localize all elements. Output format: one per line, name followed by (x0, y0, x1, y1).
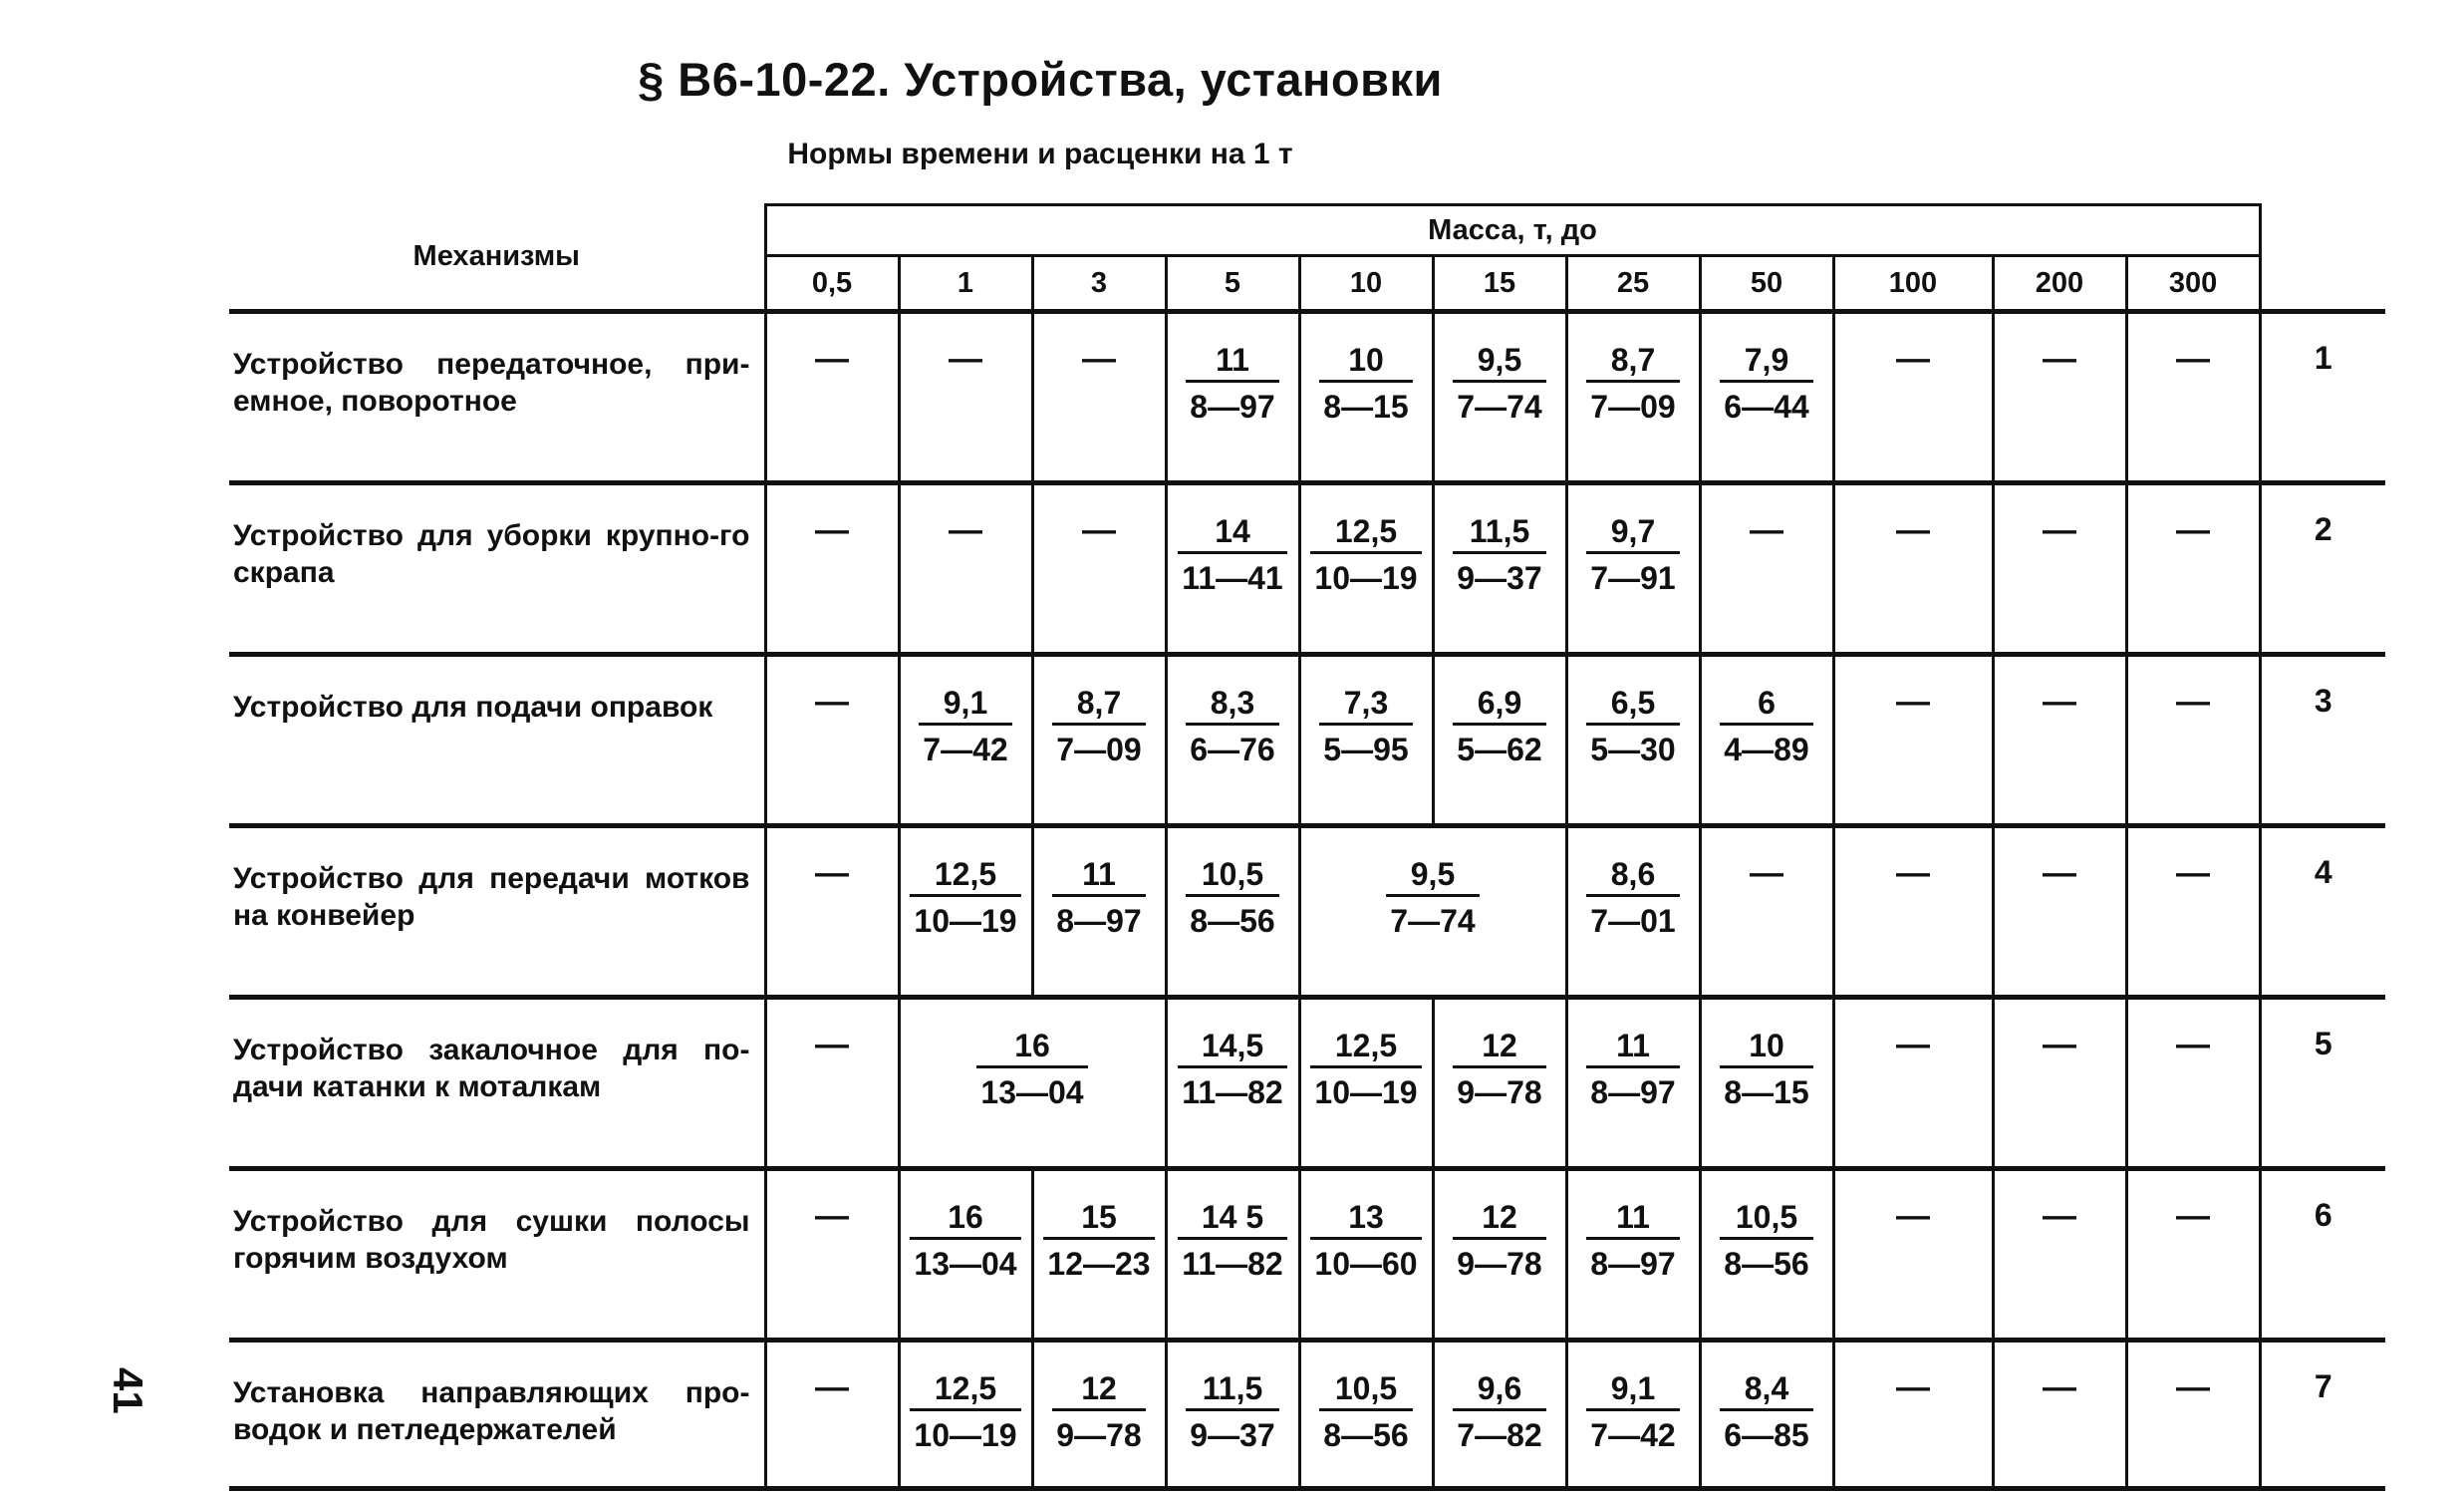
norm-cell (899, 483, 1032, 655)
norm-fraction (1453, 1028, 1545, 1110)
time-norm: 10 (1720, 1028, 1812, 1068)
no-value-dash: — (2043, 1368, 2076, 1406)
rate-value: 13—04 (914, 1246, 1017, 1282)
norm-fraction (1720, 1370, 1812, 1453)
norm-fraction (1186, 342, 1278, 425)
rate-value: 8—56 (1724, 1246, 1809, 1282)
no-value-dash: — (815, 340, 849, 378)
rate-value: 5—62 (1457, 732, 1542, 767)
mechanism-name: Устройство передаточное, при-емное, поворотное (229, 312, 765, 483)
rate-value: 10—19 (1314, 1074, 1418, 1110)
page-number: 41 (105, 1367, 151, 1414)
rate-value: 6—85 (1724, 1417, 1809, 1453)
no-value-dash: — (1896, 683, 1930, 721)
mechanism-name: Устройство закалочное для по-дачи катанки к моталкам (229, 998, 765, 1169)
rate-value: 10—60 (1314, 1246, 1418, 1282)
time-norm: 14,5 (1178, 1028, 1286, 1068)
norm-cell (1566, 483, 1700, 655)
no-value-dash: — (815, 511, 849, 549)
norm-cell (1166, 1169, 1299, 1341)
time-norm: 9,7 (1586, 513, 1679, 554)
time-norm: 9,5 (1453, 342, 1545, 383)
table-row (229, 312, 2385, 483)
norm-fraction (1319, 685, 1412, 767)
table-row (229, 1169, 2385, 1341)
rate-value: 8—56 (1190, 903, 1275, 939)
rate-value: 11—82 (1182, 1074, 1283, 1110)
time-norm: 8,7 (1586, 342, 1679, 383)
norm-cell (2126, 826, 2260, 998)
norm-cell (1833, 655, 1993, 826)
no-value-dash: — (2176, 1026, 2211, 1063)
norm-fraction (1720, 1028, 1812, 1110)
time-norm: 6,9 (1453, 685, 1545, 726)
norm-cell (1166, 1341, 1299, 1489)
no-value-dash: — (2176, 1368, 2211, 1406)
header-mass-column: 100 (1833, 256, 1993, 312)
header-mass-column: 50 (1700, 256, 1833, 312)
norm-fraction (1319, 1370, 1412, 1453)
norm-fraction (1178, 513, 1286, 596)
row-code (2260, 1169, 2385, 1341)
norm-fraction (1186, 856, 1278, 939)
no-value-dash: — (2176, 511, 2211, 549)
no-value-dash: — (2043, 683, 2076, 721)
time-norm: 11 (1052, 856, 1145, 897)
no-value-dash: — (815, 1368, 849, 1406)
norm-cell (899, 998, 1166, 1169)
norm-cell (1833, 312, 1993, 483)
norm-cell (1166, 998, 1299, 1169)
norm-cell (1299, 826, 1566, 998)
norm-cell (765, 655, 899, 826)
norm-fraction (1586, 1028, 1679, 1110)
rate-value: 9—78 (1457, 1246, 1542, 1282)
norm-cell (1433, 312, 1566, 483)
norm-cell (1700, 1169, 1833, 1341)
rate-value: 7—42 (1590, 1417, 1676, 1453)
norm-cell (2126, 483, 2260, 655)
norm-cell (1566, 655, 1700, 826)
no-value-dash: — (2043, 1197, 2076, 1235)
norm-cell (1833, 483, 1993, 655)
norm-fraction (1720, 1199, 1812, 1282)
time-norm: 9,6 (1453, 1370, 1545, 1411)
time-norm: 16 (976, 1028, 1087, 1068)
table-row (229, 998, 2385, 1169)
no-value-dash: — (815, 1026, 849, 1063)
norm-cell (765, 1341, 899, 1489)
header-mass-column: 10 (1299, 256, 1433, 312)
norm-cell (1566, 826, 1700, 998)
no-value-dash: — (1750, 854, 1783, 892)
norm-fraction (1586, 1370, 1679, 1453)
norm-cell (2126, 312, 2260, 483)
time-norm: 9,1 (1586, 1370, 1679, 1411)
norm-cell (1032, 1341, 1166, 1489)
norm-cell (1433, 998, 1566, 1169)
rate-value: 8—97 (1590, 1246, 1676, 1282)
rate-value: 4—89 (1724, 732, 1809, 767)
norm-cell (1700, 998, 1833, 1169)
norm-fraction (1386, 856, 1479, 939)
time-norm: 11 (1586, 1199, 1679, 1240)
no-value-dash: — (1750, 511, 1783, 549)
header-mass-column: 1 (899, 256, 1032, 312)
time-norm: 8,6 (1586, 856, 1679, 897)
time-norm: 11 (1186, 342, 1278, 383)
norm-cell (1433, 655, 1566, 826)
norm-cell (1700, 1341, 1833, 1489)
norm-cell (765, 312, 899, 483)
time-norm: 12 (1453, 1028, 1545, 1068)
no-value-dash: — (1082, 511, 1116, 549)
header-mass-column: 15 (1433, 256, 1566, 312)
rate-value: 5—95 (1323, 732, 1409, 767)
rate-value: 9—37 (1190, 1417, 1275, 1453)
norm-cell (1032, 1169, 1166, 1341)
mechanism-name: Устройство для уборки крупно-го скрапа (229, 483, 765, 655)
norm-fraction (919, 685, 1011, 767)
norm-cell (1993, 655, 2126, 826)
norm-cell (1833, 998, 1993, 1169)
norm-cell (1566, 312, 1700, 483)
rate-value: 9—78 (1457, 1074, 1542, 1110)
norm-cell (899, 1169, 1032, 1341)
time-norm: 12 (1453, 1199, 1545, 1240)
norm-fraction (1586, 856, 1679, 939)
no-value-dash: — (949, 340, 982, 378)
header-row-mass (229, 205, 2385, 256)
rate-value: 7—74 (1457, 389, 1542, 425)
rate-value: 11—82 (1182, 1246, 1283, 1282)
rate-value: 8—97 (1590, 1074, 1676, 1110)
norm-cell (1032, 483, 1166, 655)
time-norm: 7,3 (1319, 685, 1412, 726)
no-value-dash: — (1896, 511, 1930, 549)
norm-cell (765, 826, 899, 998)
norm-fraction (910, 856, 1020, 939)
norm-fraction (1720, 342, 1812, 425)
time-norm: 12,5 (910, 1370, 1020, 1411)
no-value-dash: — (1082, 340, 1116, 378)
norm-cell (1433, 1341, 1566, 1489)
norm-cell (899, 1341, 1032, 1489)
norm-fraction (1720, 685, 1812, 767)
no-value-dash: — (949, 511, 982, 549)
no-value-dash: — (815, 854, 849, 892)
rate-value: 7—74 (1390, 903, 1476, 939)
rate-value: 7—42 (923, 732, 1008, 767)
norm-cell (765, 483, 899, 655)
no-value-dash: — (2043, 854, 2076, 892)
header-mass-column: 200 (1993, 256, 2126, 312)
norm-cell (765, 998, 899, 1169)
norm-cell (1700, 312, 1833, 483)
norm-cell (1993, 1341, 2126, 1489)
no-value-dash: — (2176, 683, 2211, 721)
norm-fraction (910, 1199, 1020, 1282)
norm-cell (1166, 483, 1299, 655)
mechanism-name: Устройство для подачи оправок (229, 655, 765, 826)
time-norm: 10,5 (1186, 856, 1278, 897)
norm-fraction (910, 1370, 1020, 1453)
rate-value: 8—97 (1056, 903, 1142, 939)
row-code-label: 4 (2314, 854, 2332, 890)
norm-fraction (1178, 1028, 1286, 1110)
norm-cell (1166, 826, 1299, 998)
row-code-label: 3 (2314, 683, 2332, 719)
table-body (229, 312, 2385, 1489)
norm-cell (1993, 483, 2126, 655)
row-code-label: 7 (2314, 1368, 2332, 1404)
header-mass-column: 0,5 (765, 256, 899, 312)
rate-value: 8—15 (1724, 1074, 1809, 1110)
row-code (2260, 483, 2385, 655)
row-code (2260, 826, 2385, 998)
norm-fraction (1319, 342, 1412, 425)
time-norm: 9,5 (1386, 856, 1479, 897)
no-value-dash: — (1896, 1368, 1930, 1406)
row-code-label: 6 (2314, 1197, 2332, 1233)
norm-cell (1566, 1341, 1700, 1489)
norm-cell (1700, 655, 1833, 826)
time-norm: 13 (1310, 1199, 1421, 1240)
norm-fraction (1453, 513, 1545, 596)
time-norm: 11,5 (1453, 513, 1545, 554)
time-norm: 9,1 (919, 685, 1011, 726)
table-row (229, 1341, 2385, 1489)
norm-fraction (1453, 1199, 1545, 1282)
norm-cell (1299, 1341, 1433, 1489)
time-norm: 10,5 (1319, 1370, 1412, 1411)
no-value-dash: — (2043, 340, 2076, 378)
norm-cell (2126, 1341, 2260, 1489)
norm-fraction (1052, 856, 1145, 939)
no-value-dash: — (2043, 1026, 2076, 1063)
rate-value: 8—97 (1190, 389, 1275, 425)
norm-cell (1833, 1169, 1993, 1341)
rate-value: 6—76 (1190, 732, 1275, 767)
time-norm: 12,5 (910, 856, 1020, 897)
norm-fraction (1178, 1199, 1286, 1282)
rate-value: 11—41 (1182, 560, 1283, 596)
rate-value: 7—91 (1590, 560, 1676, 596)
section-subtitle: Нормы времени и расценки на 1 т (787, 138, 1293, 170)
section-title: § В6-10-22. Устройства, установки (638, 53, 1443, 106)
norm-cell (1166, 312, 1299, 483)
rate-value: 8—56 (1323, 1417, 1409, 1453)
norm-fraction (1586, 685, 1679, 767)
rate-value: 6—44 (1724, 389, 1809, 425)
norm-cell (1993, 998, 2126, 1169)
no-value-dash: — (2176, 1197, 2211, 1235)
rate-value: 5—30 (1590, 732, 1676, 767)
header-mass-column: 25 (1566, 256, 1700, 312)
norm-cell (765, 1169, 899, 1341)
time-norm: 11 (1586, 1028, 1679, 1068)
row-code-label: 5 (2314, 1026, 2332, 1061)
rate-value: 7—09 (1590, 389, 1676, 425)
rate-value: 10—19 (914, 903, 1017, 939)
mechanism-name: Установка направляющих про-водок и петледержателей (229, 1341, 765, 1489)
no-value-dash: — (2043, 511, 2076, 549)
time-norm: 6 (1720, 685, 1812, 726)
norm-fraction (976, 1028, 1087, 1110)
time-norm: 14 5 (1178, 1199, 1286, 1240)
time-norm: 14 (1178, 513, 1286, 554)
no-value-dash: — (1896, 1197, 1930, 1235)
row-code-label: 2 (2314, 511, 2332, 547)
table-row (229, 483, 2385, 655)
rate-value: 7—82 (1457, 1417, 1542, 1453)
time-norm: 6,5 (1586, 685, 1679, 726)
norm-fraction (1310, 1028, 1421, 1110)
header-mass-column: 3 (1032, 256, 1166, 312)
time-norm: 12 (1052, 1370, 1145, 1411)
norm-cell (1299, 998, 1433, 1169)
norm-cell (1299, 1169, 1433, 1341)
header-mass: Масса, т, до (765, 205, 2260, 256)
header-mechanisms: Механизмы (229, 205, 765, 312)
norm-fraction (1310, 1199, 1421, 1282)
norm-cell (2126, 655, 2260, 826)
table-row (229, 826, 2385, 998)
norm-cell (1299, 655, 1433, 826)
norm-cell (1566, 1169, 1700, 1341)
rate-value: 10—19 (914, 1417, 1017, 1453)
rate-value: 7—01 (1590, 903, 1676, 939)
norm-cell (1299, 312, 1433, 483)
norm-cell (1993, 826, 2126, 998)
norm-fraction (1586, 513, 1679, 596)
norm-cell (899, 826, 1032, 998)
norm-fraction (1453, 342, 1545, 425)
no-value-dash: — (1896, 854, 1930, 892)
time-norm: 8,3 (1186, 685, 1278, 726)
norm-cell (1993, 312, 2126, 483)
rate-value: 12—23 (1047, 1246, 1151, 1282)
table-row (229, 655, 2385, 826)
time-norm: 10,5 (1720, 1199, 1812, 1240)
rate-value: 7—09 (1056, 732, 1142, 767)
header-mass-column: 5 (1166, 256, 1299, 312)
norm-cell (1833, 1341, 1993, 1489)
row-code (2260, 998, 2385, 1169)
time-norm: 12,5 (1310, 513, 1421, 554)
norm-fraction (1453, 1370, 1545, 1453)
norm-fraction (1186, 685, 1278, 767)
time-norm: 7,9 (1720, 342, 1812, 383)
time-norm: 8,7 (1052, 685, 1145, 726)
norm-cell (899, 312, 1032, 483)
norm-cell (1566, 998, 1700, 1169)
norm-fraction (1310, 513, 1421, 596)
norm-cell (899, 655, 1032, 826)
no-value-dash: — (2176, 854, 2211, 892)
mechanism-name: Устройство для сушки полосы горячим воздухом (229, 1169, 765, 1341)
norm-cell (1166, 655, 1299, 826)
norm-fraction (1043, 1199, 1154, 1282)
rate-value: 9—78 (1056, 1417, 1142, 1453)
time-norm: 15 (1043, 1199, 1154, 1240)
norms-table (229, 203, 2385, 1491)
rate-value: 9—37 (1457, 560, 1542, 596)
norm-cell (1700, 826, 1833, 998)
time-norm: 8,4 (1720, 1370, 1812, 1411)
header-code-column (2260, 205, 2385, 312)
header-mass-column: 300 (2126, 256, 2260, 312)
norm-cell (1993, 1169, 2126, 1341)
norm-fraction (1186, 1370, 1278, 1453)
rate-value: 10—19 (1314, 560, 1418, 596)
time-norm: 16 (910, 1199, 1020, 1240)
norm-cell (2126, 998, 2260, 1169)
no-value-dash: — (815, 1197, 849, 1235)
row-code (2260, 312, 2385, 483)
norm-fraction (1586, 1199, 1679, 1282)
norm-cell (1032, 312, 1166, 483)
norm-cell (1433, 483, 1566, 655)
norm-cell (1433, 1169, 1566, 1341)
rate-value: 13—04 (980, 1074, 1084, 1110)
time-norm: 12,5 (1310, 1028, 1421, 1068)
norm-fraction (1052, 685, 1145, 767)
time-norm: 10 (1319, 342, 1412, 383)
norm-cell (1032, 655, 1166, 826)
rate-value: 8—15 (1323, 389, 1409, 425)
norm-fraction (1453, 685, 1545, 767)
norm-cell (2126, 1169, 2260, 1341)
norm-fraction (1052, 1370, 1145, 1453)
time-norm: 11,5 (1186, 1370, 1278, 1411)
norm-cell (1299, 483, 1433, 655)
no-value-dash: — (1896, 1026, 1930, 1063)
row-code (2260, 655, 2385, 826)
row-code-label: 1 (2314, 340, 2332, 376)
mechanism-name: Устройство для передачи мотков на конвейер (229, 826, 765, 998)
no-value-dash: — (815, 683, 849, 721)
norm-fraction (1586, 342, 1679, 425)
no-value-dash: — (1896, 340, 1930, 378)
norm-cell (1032, 826, 1166, 998)
no-value-dash: — (2176, 340, 2211, 378)
norm-cell (1833, 826, 1993, 998)
row-code (2260, 1341, 2385, 1489)
norm-cell (1700, 483, 1833, 655)
